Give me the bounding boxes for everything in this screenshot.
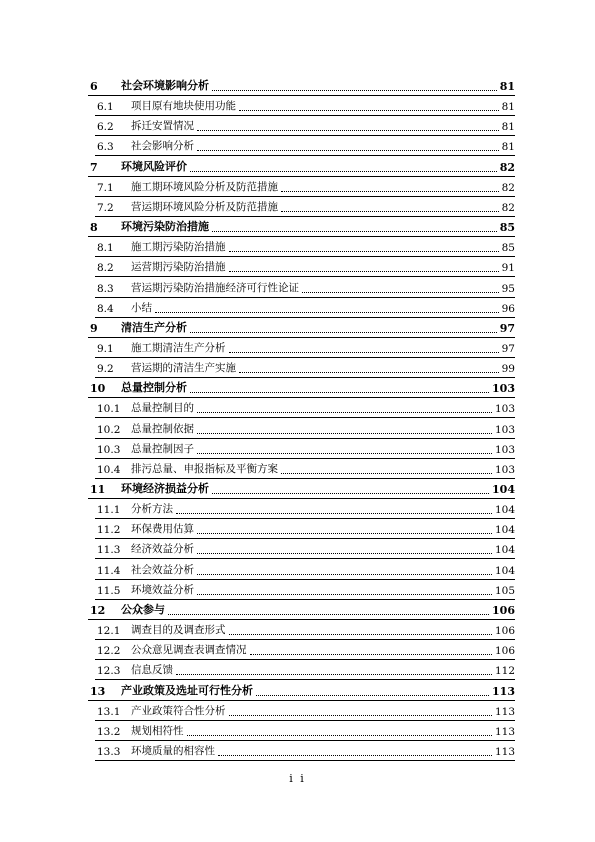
toc-dot-leader [197, 433, 492, 434]
toc-page-number: 106 [494, 625, 515, 637]
page-number: i i [289, 772, 306, 785]
toc-title: 规划相符性 [131, 725, 184, 737]
toc-page-number: 103 [492, 382, 515, 395]
toc-dot-leader [229, 715, 492, 716]
toc-section-row [95, 177, 515, 197]
toc-section-row [95, 257, 515, 277]
toc-page-number: 105 [494, 585, 515, 597]
toc-dot-leader [176, 674, 492, 675]
toc-page-number: 113 [494, 746, 515, 758]
toc-dot-leader [187, 735, 492, 736]
toc-number: 11.4 [97, 565, 121, 577]
toc-dot-leader [229, 352, 499, 353]
toc-page-number: 97 [499, 322, 515, 335]
toc-number: 6.1 [97, 101, 114, 113]
toc-dot-leader [197, 150, 499, 151]
toc-page-number: 104 [492, 483, 515, 496]
toc-number: 9.1 [97, 343, 114, 355]
toc-section-row [95, 640, 515, 660]
toc-page-number: 81 [501, 101, 515, 113]
toc-title: 环境效益分析 [131, 584, 194, 596]
toc-section-row [95, 741, 515, 761]
toc-page-number: 113 [494, 706, 515, 718]
toc-dot-leader [218, 755, 492, 756]
toc-section-row [95, 398, 515, 418]
toc-title: 分析方法 [131, 503, 173, 515]
toc-number: 6.2 [97, 121, 114, 133]
toc-title: 施工期清洁生产分析 [131, 342, 226, 354]
toc-dot-leader [212, 231, 497, 232]
toc-number: 11.2 [97, 524, 121, 536]
toc-title: 清洁生产分析 [121, 321, 187, 334]
toc-title: 调查目的及调查形式 [131, 624, 226, 636]
toc-dot-leader [168, 614, 489, 615]
toc-number: 12.2 [97, 645, 121, 657]
toc-page-number: 95 [501, 283, 515, 295]
toc-chapter-row [88, 318, 515, 338]
toc-title: 环境经济损益分析 [121, 482, 209, 495]
toc-section-row [95, 580, 515, 600]
toc-title: 环境质量的相容性 [131, 745, 215, 757]
toc-number: 7 [90, 161, 98, 174]
toc-number: 12.3 [97, 665, 121, 677]
toc-dot-leader [197, 533, 492, 534]
toc-dot-leader [197, 574, 492, 575]
toc-page-number: 91 [501, 262, 515, 274]
toc-page-number: 99 [501, 363, 515, 375]
toc-dot-leader [155, 312, 499, 313]
toc-section-row [95, 197, 515, 217]
toc-section-row [95, 136, 515, 156]
toc-chapter-row [88, 681, 515, 701]
toc-section-row [95, 660, 515, 680]
toc-page-number: 106 [494, 645, 515, 657]
toc-dot-leader [302, 292, 499, 293]
toc-dot-leader [190, 392, 489, 393]
toc-section-row [95, 298, 515, 318]
toc-number: 10.4 [97, 464, 121, 476]
toc-title: 总量控制因子 [131, 443, 194, 455]
toc-number: 11.3 [97, 544, 121, 556]
toc-title: 施工期环境风险分析及防范措施 [131, 181, 278, 193]
toc-section-row [95, 338, 515, 358]
toc-number: 8.4 [97, 303, 114, 315]
toc-page-number: 81 [501, 121, 515, 133]
toc-page-number: 81 [499, 80, 515, 93]
toc-page-number: 104 [494, 524, 515, 536]
toc-page-number: 82 [499, 161, 515, 174]
toc-number: 10.1 [97, 403, 121, 415]
toc-number: 7.2 [97, 202, 114, 214]
toc-section-row [95, 278, 515, 298]
toc-number: 8.1 [97, 242, 114, 254]
toc-number: 8 [90, 221, 98, 234]
toc-dot-leader [229, 634, 492, 635]
toc-dot-leader [281, 191, 499, 192]
toc-section-row [95, 560, 515, 580]
toc-title: 产业政策符合性分析 [131, 705, 226, 717]
toc-title: 总量控制目的 [131, 402, 194, 414]
toc-section-row [95, 499, 515, 519]
toc-page-number: 104 [494, 544, 515, 556]
toc-dot-leader [190, 332, 497, 333]
toc-dot-leader [212, 90, 497, 91]
toc-page-number: 104 [494, 504, 515, 516]
toc-page-number: 81 [501, 141, 515, 153]
toc-title: 社会影响分析 [131, 140, 194, 152]
toc-section-row [95, 237, 515, 257]
toc-title: 环保费用估算 [131, 523, 194, 535]
toc-page-number: 82 [501, 202, 515, 214]
toc-number: 9.2 [97, 363, 114, 375]
toc-page-number: 85 [499, 221, 515, 234]
toc-dot-leader [281, 473, 492, 474]
toc-number: 13 [90, 685, 106, 698]
toc-title: 社会效益分析 [131, 564, 194, 576]
toc-number: 9 [90, 322, 98, 335]
toc-page-number: 112 [494, 665, 515, 677]
toc-dot-leader [250, 654, 492, 655]
toc-number: 11 [90, 483, 106, 496]
toc-number: 10.2 [97, 424, 121, 436]
toc-chapter-row [88, 378, 515, 398]
toc-title: 项目原有地块使用功能 [131, 100, 236, 112]
toc-page-number: 106 [492, 604, 515, 617]
toc-number: 6.3 [97, 141, 114, 153]
toc-chapter-row [88, 157, 515, 177]
toc-title: 营运期污染防治措施经济可行性论证 [131, 282, 299, 294]
toc-number: 12 [90, 604, 106, 617]
toc-section-row [95, 358, 515, 378]
toc-section-row [95, 96, 515, 116]
toc-section-row [95, 419, 515, 439]
toc-number: 10.3 [97, 444, 121, 456]
toc-dot-leader [197, 130, 499, 131]
toc-dot-leader [197, 412, 492, 413]
toc-chapter-row [88, 217, 515, 237]
toc-title: 社会环境影响分析 [121, 79, 209, 92]
toc-page-number: 103 [494, 424, 515, 436]
toc-page-number: 96 [501, 303, 515, 315]
toc-chapter-row [88, 600, 515, 620]
toc-dot-leader [197, 453, 492, 454]
toc-section-row [95, 459, 515, 479]
toc-dot-leader [256, 695, 489, 696]
toc-title: 公众参与 [121, 603, 165, 616]
toc-number: 13.2 [97, 726, 121, 738]
toc-page-number: 113 [492, 685, 515, 698]
toc-dot-leader [239, 110, 499, 111]
toc-dot-leader [212, 493, 489, 494]
toc-dot-leader [197, 594, 492, 595]
toc-dot-leader [176, 513, 492, 514]
toc-number: 8.2 [97, 262, 114, 274]
toc-title: 总量控制依据 [131, 423, 194, 435]
toc-title: 环境风险评价 [121, 160, 187, 173]
toc-title: 环境污染防治措施 [121, 220, 209, 233]
toc-section-row [95, 539, 515, 559]
toc-title: 信息反馈 [131, 664, 173, 676]
toc-title: 施工期污染防治措施 [131, 241, 226, 253]
toc-title: 营运期环境风险分析及防范措施 [131, 201, 278, 213]
toc-dot-leader [229, 251, 499, 252]
toc-page-number: 82 [501, 182, 515, 194]
toc-page-number: 103 [494, 464, 515, 476]
toc-dot-leader [239, 372, 499, 373]
toc-title: 拆迁安置情况 [131, 120, 194, 132]
toc-number: 11.5 [97, 585, 121, 597]
toc-section-row [95, 701, 515, 721]
toc-number: 10 [90, 382, 106, 395]
toc-dot-leader [190, 171, 497, 172]
toc-title: 营运期的清洁生产实施 [131, 362, 236, 374]
toc-number: 6 [90, 80, 98, 93]
toc-number: 11.1 [97, 504, 121, 516]
toc-number: 13.1 [97, 706, 121, 718]
toc-section-row [95, 116, 515, 136]
toc-number: 12.1 [97, 625, 121, 637]
toc-chapter-row [88, 76, 515, 96]
toc-number: 8.3 [97, 283, 114, 295]
toc-page-number: 103 [494, 444, 515, 456]
toc-section-row [95, 439, 515, 459]
toc-section-row [95, 721, 515, 741]
toc-title: 运营期污染防治措施 [131, 261, 226, 273]
toc-page-number: 104 [494, 565, 515, 577]
toc-dot-leader [281, 211, 499, 212]
toc-chapter-row [88, 479, 515, 499]
toc-number: 13.3 [97, 746, 121, 758]
toc-dot-leader [229, 271, 499, 272]
toc-number: 7.1 [97, 182, 114, 194]
toc-section-row [95, 620, 515, 640]
toc-section-row [95, 519, 515, 539]
toc-title: 产业政策及选址可行性分析 [121, 684, 253, 697]
toc-page-number: 103 [494, 403, 515, 415]
toc-title: 小结 [131, 302, 152, 314]
toc-dot-leader [197, 553, 492, 554]
toc-title: 经济效益分析 [131, 543, 194, 555]
toc-page-number: 113 [494, 726, 515, 738]
toc-title: 总量控制分析 [121, 381, 187, 394]
toc-page-number: 85 [501, 242, 515, 254]
toc-title: 公众意见调查表调查情况 [131, 644, 247, 656]
toc-page-number: 97 [501, 343, 515, 355]
toc-title: 排污总量、申报指标及平衡方案 [131, 463, 278, 475]
